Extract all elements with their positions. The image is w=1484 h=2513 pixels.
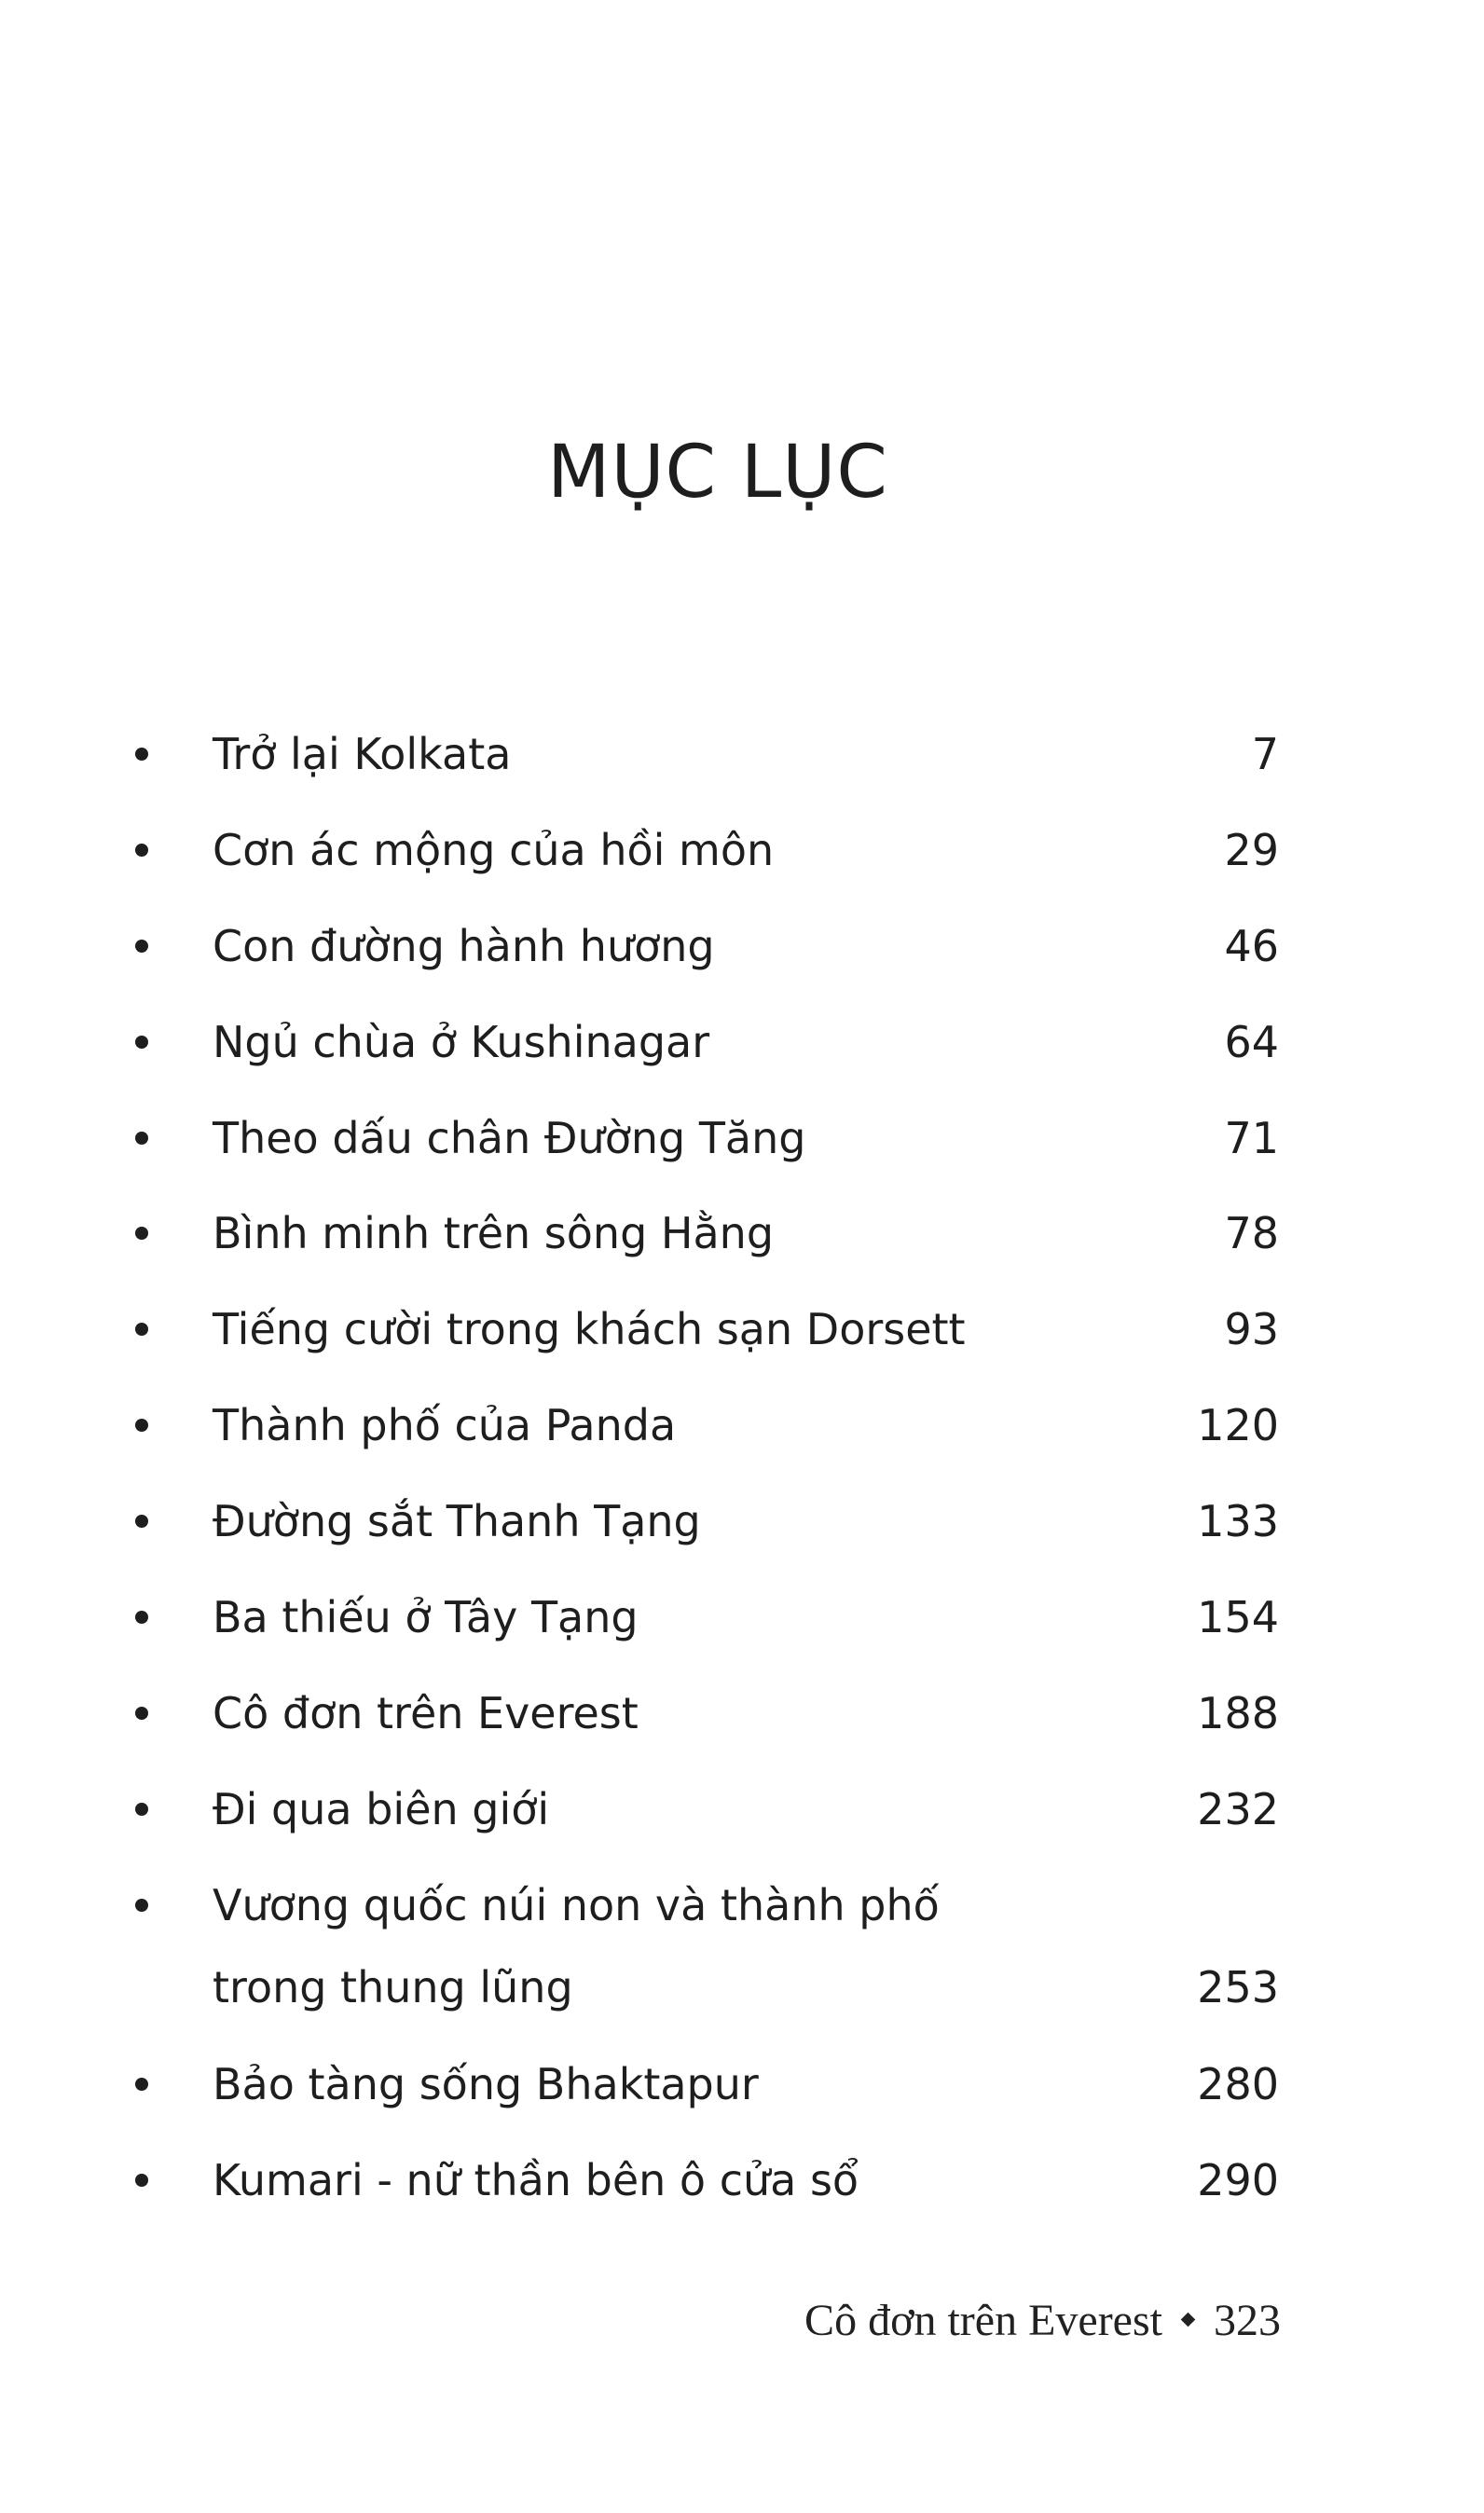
toc-entry-page: 7 (1251, 729, 1279, 779)
bullet-icon (135, 1227, 148, 1240)
toc-entry-title: Bình minh trên sông Hằng (213, 1208, 775, 1258)
footer-page-number: 323 (1214, 2296, 1281, 2345)
bullet-icon (135, 748, 148, 761)
toc-entry-page: 46 (1224, 921, 1279, 971)
toc-entry-page: 133 (1197, 1496, 1279, 1546)
bullet-icon (135, 2174, 148, 2187)
toc-entry-title: Ba thiếu ở Tây Tạng (213, 1592, 639, 1642)
toc-entry-page: 64 (1224, 1017, 1279, 1067)
bullet-icon (135, 940, 148, 953)
toc-entry-title: Theo dấu chân Đường Tăng (213, 1113, 806, 1163)
toc-entry-title: Con đường hành hương (213, 921, 715, 971)
toc-entry-page: 120 (1197, 1400, 1279, 1450)
toc-entry-page: 29 (1224, 825, 1279, 875)
toc-entry-page: 71 (1224, 1113, 1279, 1163)
diamond-icon (1181, 2313, 1196, 2328)
toc-entry-page: 290 (1197, 2155, 1279, 2205)
bullet-icon (135, 1036, 148, 1049)
page-title: MỤC LỤC (547, 431, 888, 515)
toc-entry-title: Thành phố của Panda (213, 1400, 677, 1450)
bullet-icon (135, 1707, 148, 1720)
toc-entry-title: Cơn ác mộng của hồi môn (213, 825, 775, 875)
toc-entry-title: Đường sắt Thanh Tạng (213, 1496, 701, 1546)
toc-entry-title: Tiếng cười trong khách sạn Dorsett (213, 1304, 966, 1354)
toc-entry-title: Vương quốc núi non và thành phố (213, 1880, 940, 1930)
page-footer (804, 2296, 1281, 2345)
toc-entry-page: 232 (1197, 1784, 1279, 1834)
toc-entry-page: 188 (1197, 1688, 1279, 1738)
footer-book-title: Cô đơn trên Everest (804, 2296, 1162, 2345)
toc-entry-title: Bảo tàng sống Bhaktapur (213, 2059, 759, 2109)
toc-entry-page: 93 (1224, 1304, 1279, 1354)
toc-entry-title: Trở lại Kolkata (213, 729, 512, 779)
toc-entry-page: 280 (1197, 2059, 1279, 2109)
bullet-icon (135, 1803, 148, 1816)
toc-entry-title: Cô đơn trên Everest (213, 1688, 639, 1738)
toc-entry-title: Đi qua biên giới (213, 1784, 550, 1834)
toc-entry-page: 154 (1197, 1592, 1279, 1642)
bullet-icon (135, 1611, 148, 1624)
bullet-icon (135, 1323, 148, 1336)
bullet-icon (135, 2078, 148, 2091)
bullet-icon (135, 1132, 148, 1145)
toc-entry-title: Kumari - nữ thần bên ô cửa sổ (213, 2155, 859, 2205)
bullet-icon (135, 1419, 148, 1432)
bullet-icon (135, 1515, 148, 1528)
toc-entry-page: 78 (1224, 1208, 1279, 1258)
toc-entry-title-line2: trong thung lũng (213, 1962, 573, 2012)
toc-entry-page: 253 (1197, 1962, 1279, 2012)
bullet-icon (135, 844, 148, 857)
toc-entry-title: Ngủ chùa ở Kushinagar (213, 1017, 710, 1067)
bullet-icon (135, 1899, 148, 1912)
